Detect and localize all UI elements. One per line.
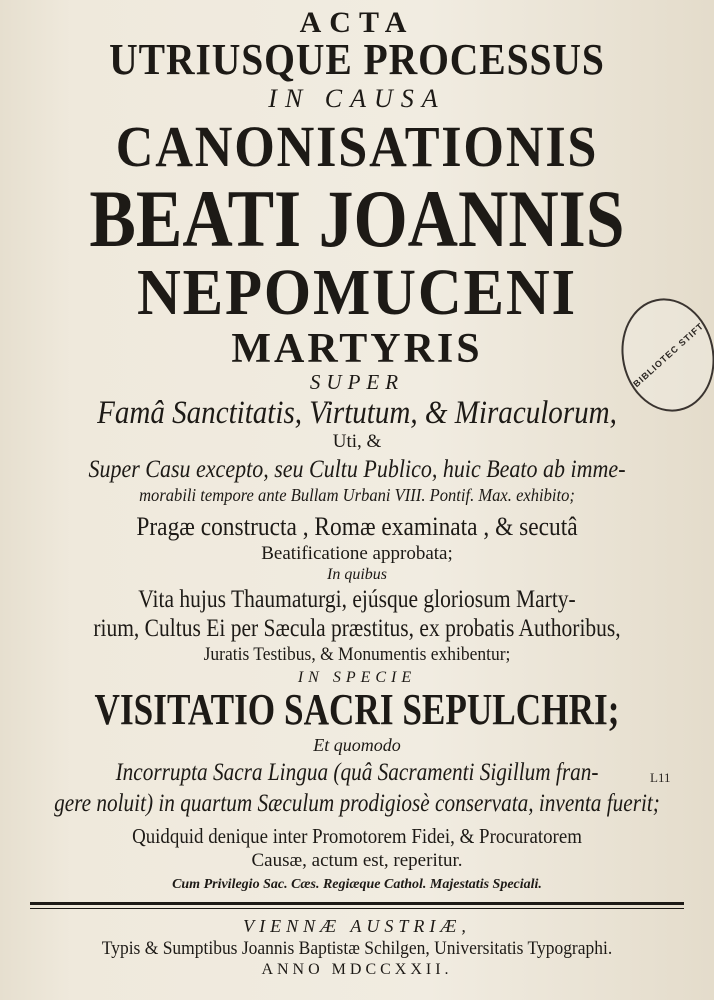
title-line-incorrupta: Incorrupta Sacra Lingua (quâ Sacramenti Sigillum fran- bbox=[115, 759, 599, 786]
imprint-city: VIENNÆ AUSTRIÆ, bbox=[243, 916, 471, 936]
title-line-in-quibus: In quibus bbox=[327, 566, 387, 583]
imprint-printer: Typis & Sumptibus Joannis Baptistæ Schilgen, Universitatis Typographi. bbox=[101, 938, 613, 959]
title-line-visitatio: VISITATIO SACRI SEPULCHRI; bbox=[94, 685, 620, 734]
title-line-vita: Vita hujus Thaumaturgi, ejúsque gloriosum Marty- bbox=[138, 586, 576, 613]
double-rule-divider bbox=[30, 902, 684, 909]
title-line-super-casu: Super Casu excepto, seu Cultu Publico, huic Beato ab imme- bbox=[88, 456, 626, 483]
title-line-in-specie: IN SPECIE bbox=[297, 669, 417, 686]
title-line-causae: Causæ, actum est, reperitur. bbox=[251, 850, 463, 871]
title-line-morabili: morabili tempore ante Bullam Urbani VIII. Pontif. Max. exhibito; bbox=[139, 485, 575, 505]
title-line-et-quomodo: Et quomodo bbox=[313, 735, 401, 755]
title-line-uti: Uti, & bbox=[332, 431, 382, 452]
title-line-gere-noluit: gere noluit) in quartum Sæculum prodigiosè conservata, inventa fuerit; bbox=[54, 790, 660, 817]
title-line-nepomuceni: NEPOMUCENI bbox=[136, 256, 578, 329]
title-line-martyris: MARTYRIS bbox=[231, 326, 483, 372]
privilege-line: Cum Privilegio Sac. Cæs. Regiæque Cathol. Majestatis Speciali. bbox=[172, 877, 542, 892]
title-line-beatificatione: Beatificatione approbata; bbox=[261, 543, 453, 564]
page-mark: L11 bbox=[650, 770, 671, 785]
title-line-super: SUPER bbox=[309, 370, 405, 394]
imprint-year: ANNO MDCCXXII. bbox=[261, 961, 453, 978]
title-line-utriusque: UTRIUSQUE PROCESSUS bbox=[109, 35, 605, 84]
title-line-canonisationis: CANONISATIONIS bbox=[115, 114, 599, 179]
title-line-in-causa: IN CAUSA bbox=[268, 84, 446, 113]
title-line-acta: ACTA bbox=[299, 6, 415, 39]
library-stamp-text: BIBLIOTEC STIFT bbox=[630, 320, 706, 390]
title-line-pragae: Pragæ constructa , Romæ examinata , & secutâ bbox=[136, 512, 578, 541]
title-line-beati-joannis: BEATI JOANNIS bbox=[89, 173, 625, 264]
title-line-rium: rium, Cultus Ei per Sæcula præstitus, ex probatis Authoribus, bbox=[93, 615, 621, 642]
title-line-quidquid: Quidquid denique inter Promotorem Fidei, & Procuratorem bbox=[132, 824, 582, 848]
title-line-fama: Famâ Sanctitatis, Virtutum, & Miraculorum, bbox=[97, 395, 617, 431]
title-line-juratis: Juratis Testibus, & Monumentis exhibentur; bbox=[203, 644, 511, 665]
